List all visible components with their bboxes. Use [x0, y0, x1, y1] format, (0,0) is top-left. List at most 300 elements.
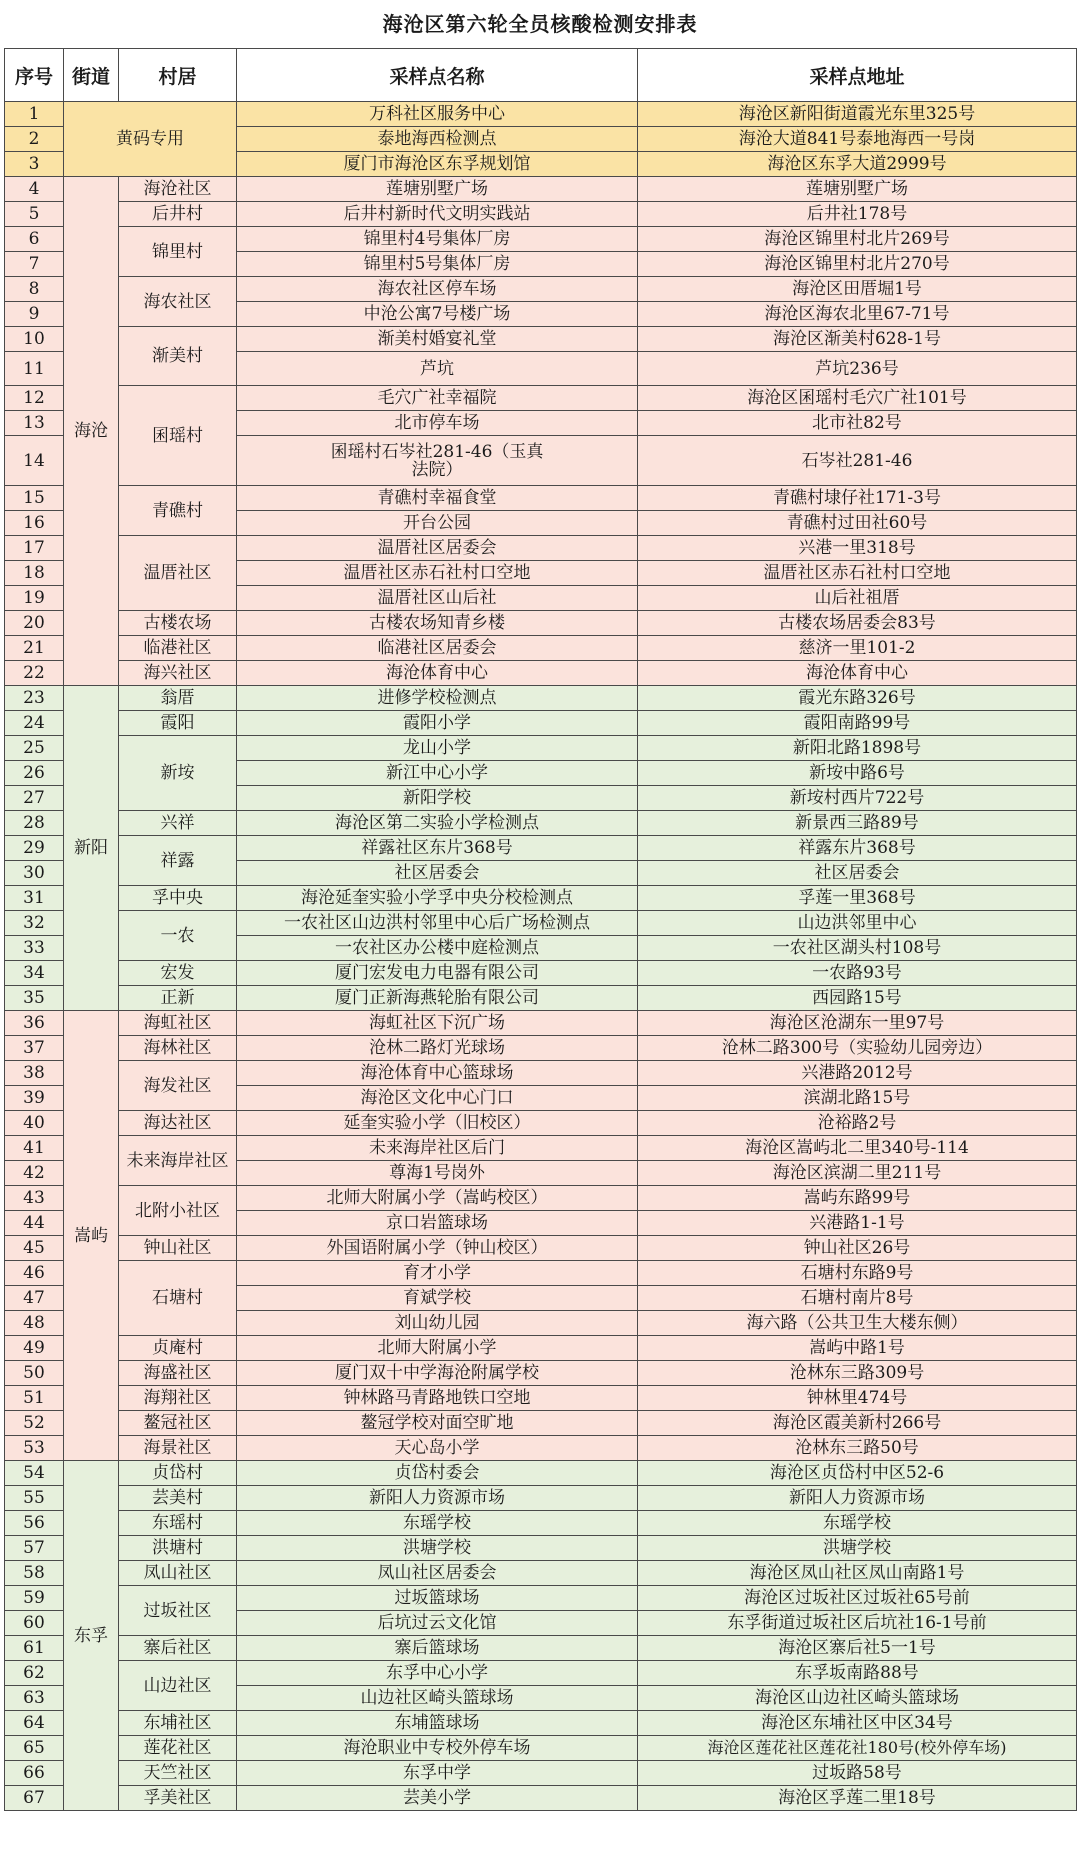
site-name: 渐美村婚宴礼堂: [237, 327, 638, 352]
row-no: 58: [5, 1561, 64, 1586]
table-row: [5, 986, 1077, 1011]
site-address: 滨湖北路15号: [638, 1086, 1077, 1111]
row-no: 11: [5, 352, 64, 386]
table-row: [5, 961, 1077, 986]
site-name: 天心岛小学: [237, 1436, 638, 1461]
row-no: 14: [5, 436, 64, 486]
row-no: 15: [5, 486, 64, 511]
row-no: 5: [5, 202, 64, 227]
row-no: 48: [5, 1311, 64, 1336]
table-row: [5, 1361, 1077, 1386]
table-row: [5, 611, 1077, 636]
village-cell: 古楼农场: [119, 611, 237, 636]
site-name: 尊海1号岗外: [237, 1161, 638, 1186]
site-address: 嵩屿东路99号: [638, 1186, 1077, 1211]
site-address: 北市社82号: [638, 411, 1077, 436]
site-name: 北师大附属小学: [237, 1336, 638, 1361]
site-name: 北师大附属小学（嵩屿校区）: [237, 1186, 638, 1211]
table-row: [5, 686, 1077, 711]
site-address: 沧林东三路309号: [638, 1361, 1077, 1386]
site-name: 外国语附属小学（钟山校区）: [237, 1236, 638, 1261]
site-address: 石塘村南片8号: [638, 1286, 1077, 1311]
site-address: 海沧区囷瑶村毛穴广社101号: [638, 386, 1077, 411]
row-no: 53: [5, 1436, 64, 1461]
site-name: 海沧体育中心篮球场: [237, 1061, 638, 1086]
table-row: [5, 1236, 1077, 1261]
village-cell: 莲花社区: [119, 1736, 237, 1761]
site-name: 后井村新时代文明实践站: [237, 202, 638, 227]
row-no: 20: [5, 611, 64, 636]
site-address: 新垵村西片722号: [638, 786, 1077, 811]
row-no: 36: [5, 1011, 64, 1036]
site-name: 芸美小学: [237, 1786, 638, 1811]
table-row: [5, 1536, 1077, 1561]
village-cell: 海翔社区: [119, 1386, 237, 1411]
row-no: 43: [5, 1186, 64, 1211]
site-address: 青礁村过田社60号: [638, 511, 1077, 536]
site-name: 海沧体育中心: [237, 661, 638, 686]
village-cell: 海虹社区: [119, 1011, 237, 1036]
village-cell: 锦里村: [119, 227, 237, 277]
village-cell: 囷瑶村: [119, 386, 237, 486]
village-cell: 新垵: [119, 736, 237, 811]
site-address: 海沧区海农北里67-71号: [638, 302, 1077, 327]
site-name: 凤山社区居委会: [237, 1561, 638, 1586]
village-cell: 祥露: [119, 836, 237, 886]
row-no: 56: [5, 1511, 64, 1536]
row-no: 4: [5, 177, 64, 202]
site-name: 锦里村5号集体厂房: [237, 252, 638, 277]
table-row: [5, 227, 1077, 252]
site-address: 古楼农场居委会83号: [638, 611, 1077, 636]
row-no: 31: [5, 886, 64, 911]
row-no: 7: [5, 252, 64, 277]
site-name: 厦门宏发电力电器有限公司: [237, 961, 638, 986]
site-name: 龙山小学: [237, 736, 638, 761]
row-no: 13: [5, 411, 64, 436]
site-name: 海虹社区下沉广场: [237, 1011, 638, 1036]
site-name: 海沧延奎实验小学孚中央分校检测点: [237, 886, 638, 911]
site-name: 鳌冠学校对面空旷地: [237, 1411, 638, 1436]
table-row: [5, 1511, 1077, 1536]
site-name: 青礁村幸福食堂: [237, 486, 638, 511]
site-name: 北市停车场: [237, 411, 638, 436]
village-cell: 洪塘村: [119, 1536, 237, 1561]
site-name: 厦门双十中学海沧附属学校: [237, 1361, 638, 1386]
village-cell: 寨后社区: [119, 1636, 237, 1661]
site-address: 芦坑236号: [638, 352, 1077, 386]
site-address: 沧裕路2号: [638, 1111, 1077, 1136]
village-cell: 钟山社区: [119, 1236, 237, 1261]
site-address: 东孚街道过坂社区后坑社16-1号前: [638, 1611, 1077, 1636]
table-row: [5, 102, 1077, 127]
row-no: 50: [5, 1361, 64, 1386]
site-name: 祥露社区东片368号: [237, 836, 638, 861]
row-no: 21: [5, 636, 64, 661]
row-no: 67: [5, 1786, 64, 1811]
site-address: 过坂路58号: [638, 1761, 1077, 1786]
site-address: 海沧大道841号泰地海西一号岗: [638, 127, 1077, 152]
row-no: 25: [5, 736, 64, 761]
site-address: 新景西三路89号: [638, 811, 1077, 836]
table-row: [5, 1636, 1077, 1661]
site-name: 东孚中学: [237, 1761, 638, 1786]
row-no: 27: [5, 786, 64, 811]
header-no: 序号: [5, 49, 64, 102]
table-row: [5, 1186, 1077, 1211]
site-name: 一农社区办公楼中庭检测点: [237, 936, 638, 961]
site-name: 中沧公寓7号楼广场: [237, 302, 638, 327]
table-row: [5, 1061, 1077, 1086]
site-address: 海沧区孚莲二里18号: [638, 1786, 1077, 1811]
village-cell: 青礁村: [119, 486, 237, 536]
village-cell: 宏发: [119, 961, 237, 986]
site-name: 万科社区服务中心: [237, 102, 638, 127]
row-no: 49: [5, 1336, 64, 1361]
table-row: [5, 1386, 1077, 1411]
row-no: 26: [5, 761, 64, 786]
table-row: [5, 1011, 1077, 1036]
village-cell: 温厝社区: [119, 536, 237, 611]
table-row: [5, 386, 1077, 411]
village-cell: 北附小社区: [119, 1186, 237, 1236]
site-name: 社区居委会: [237, 861, 638, 886]
header-street: 街道: [64, 49, 119, 102]
site-address: 沧林二路300号（实验幼儿园旁边）: [638, 1036, 1077, 1061]
village-cell: 正新: [119, 986, 237, 1011]
site-name: 锦里村4号集体厂房: [237, 227, 638, 252]
row-no: 28: [5, 811, 64, 836]
table-row: [5, 536, 1077, 561]
site-address: 海沧区渐美村628-1号: [638, 327, 1077, 352]
village-cell: 海农社区: [119, 277, 237, 327]
site-address: 钟林里474号: [638, 1386, 1077, 1411]
table-row: [5, 1761, 1077, 1786]
table-row: [5, 1411, 1077, 1436]
village-cell: 翁厝: [119, 686, 237, 711]
row-no: 12: [5, 386, 64, 411]
table-row: [5, 486, 1077, 511]
site-address: 青礁村埭仔社171-3号: [638, 486, 1077, 511]
site-name: 开台公园: [237, 511, 638, 536]
table-row: [5, 1661, 1077, 1686]
table-row: [5, 811, 1077, 836]
village-cell: 海盛社区: [119, 1361, 237, 1386]
village-cell: 贞庵村: [119, 1336, 237, 1361]
site-name: 毛穴广社幸福院: [237, 386, 638, 411]
village-cell: 兴祥: [119, 811, 237, 836]
row-no: 10: [5, 327, 64, 352]
site-address: 社区居委会: [638, 861, 1077, 886]
site-address: 新阳北路1898号: [638, 736, 1077, 761]
site-address: 海六路（公共卫生大楼东侧）: [638, 1311, 1077, 1336]
row-no: 46: [5, 1261, 64, 1286]
table-row: [5, 1436, 1077, 1461]
site-name: 进修学校检测点: [237, 686, 638, 711]
site-address: 海沧区霞美新村266号: [638, 1411, 1077, 1436]
site-address: 山后社祖厝: [638, 586, 1077, 611]
row-no: 59: [5, 1586, 64, 1611]
row-no: 16: [5, 511, 64, 536]
row-no: 57: [5, 1536, 64, 1561]
site-address: 海沧区山边社区崎头篮球场: [638, 1686, 1077, 1711]
site-name: 延奎实验小学（旧校区）: [237, 1111, 638, 1136]
site-name: 新江中心小学: [237, 761, 638, 786]
header-site-address: 采样点地址: [638, 49, 1077, 102]
row-no: 18: [5, 561, 64, 586]
street-cell: 东孚: [64, 1461, 119, 1811]
site-address: 海沧区东孚大道2999号: [638, 152, 1077, 177]
village-cell: 海达社区: [119, 1111, 237, 1136]
table-row: [5, 177, 1077, 202]
table-row: [5, 711, 1077, 736]
site-name: 海农社区停车场: [237, 277, 638, 302]
row-no: 35: [5, 986, 64, 1011]
village-cell: 孚中央: [119, 886, 237, 911]
site-name: 温厝社区赤石社村口空地: [237, 561, 638, 586]
row-no: 2: [5, 127, 64, 152]
village-cell: 鳌冠社区: [119, 1411, 237, 1436]
street-cell: 海沧: [64, 177, 119, 686]
row-no: 38: [5, 1061, 64, 1086]
site-name: 东埔篮球场: [237, 1711, 638, 1736]
row-no: 42: [5, 1161, 64, 1186]
row-no: 32: [5, 911, 64, 936]
site-address: 沧林东三路50号: [638, 1436, 1077, 1461]
site-name: 未来海岸社区后门: [237, 1136, 638, 1161]
table-row: [5, 661, 1077, 686]
site-name: 刘山幼儿园: [237, 1311, 638, 1336]
row-no: 45: [5, 1236, 64, 1261]
street-cell: 嵩屿: [64, 1011, 119, 1461]
site-name: 海沧区第二实验小学检测点: [237, 811, 638, 836]
site-name: 芦坑: [237, 352, 638, 386]
row-no: 40: [5, 1111, 64, 1136]
row-no: 9: [5, 302, 64, 327]
village-cell: 未来海岸社区: [119, 1136, 237, 1186]
site-address: 新垵中路6号: [638, 761, 1077, 786]
village-cell: 霞阳: [119, 711, 237, 736]
village-cell: 渐美村: [119, 327, 237, 386]
row-no: 44: [5, 1211, 64, 1236]
site-address: 一农社区湖头村108号: [638, 936, 1077, 961]
village-cell: 过坂社区: [119, 1586, 237, 1636]
table-row: [5, 736, 1077, 761]
site-address: 钟山社区26号: [638, 1236, 1077, 1261]
site-name: 育斌学校: [237, 1286, 638, 1311]
village-cell: 临港社区: [119, 636, 237, 661]
table-row: [5, 1461, 1077, 1486]
site-name: 贞岱村委会: [237, 1461, 638, 1486]
site-address: 洪塘学校: [638, 1536, 1077, 1561]
row-no: 29: [5, 836, 64, 861]
site-name: 后坑过云文化馆: [237, 1611, 638, 1636]
row-no: 17: [5, 536, 64, 561]
table-row: [5, 1736, 1077, 1761]
site-address: 温厝社区赤石社村口空地: [638, 561, 1077, 586]
site-name: 厦门市海沧区东孚规划馆: [237, 152, 638, 177]
village-cell: 东埔社区: [119, 1711, 237, 1736]
row-no: 51: [5, 1386, 64, 1411]
row-no: 3: [5, 152, 64, 177]
table-row: [5, 1561, 1077, 1586]
row-no: 41: [5, 1136, 64, 1161]
row-no: 6: [5, 227, 64, 252]
village-cell: 海沧社区: [119, 177, 237, 202]
site-address: 海沧区锦里村北片270号: [638, 252, 1077, 277]
table-row: [5, 1336, 1077, 1361]
table-row: [5, 1261, 1077, 1286]
row-no: 37: [5, 1036, 64, 1061]
page-title: 海沧区第六轮全员核酸检测安排表: [382, 12, 698, 36]
site-address: 海沧区锦里村北片269号: [638, 227, 1077, 252]
site-name: 新阳学校: [237, 786, 638, 811]
row-no: 8: [5, 277, 64, 302]
row-no: 66: [5, 1761, 64, 1786]
row-no: 23: [5, 686, 64, 711]
site-name: 过坂篮球场: [237, 1586, 638, 1611]
row-no: 22: [5, 661, 64, 686]
row-no: 64: [5, 1711, 64, 1736]
site-name: 海沧职业中专校外停车场: [237, 1736, 638, 1761]
site-address: 海沧体育中心: [638, 661, 1077, 686]
row-no: 52: [5, 1411, 64, 1436]
village-cell: 天竺社区: [119, 1761, 237, 1786]
village-cell: 海景社区: [119, 1436, 237, 1461]
table-row: [5, 836, 1077, 861]
village-cell: 海兴社区: [119, 661, 237, 686]
site-address: 霞光东路326号: [638, 686, 1077, 711]
row-no: 30: [5, 861, 64, 886]
village-cell: 后井村: [119, 202, 237, 227]
table-row: [5, 1111, 1077, 1136]
row-no: 24: [5, 711, 64, 736]
site-name: 温厝社区居委会: [237, 536, 638, 561]
table-row: [5, 911, 1077, 936]
site-address: 海沧区滨湖二里211号: [638, 1161, 1077, 1186]
site-address: 孚莲一里368号: [638, 886, 1077, 911]
site-name: 囷瑶村石岑社281-46（玉真法院）: [237, 436, 638, 486]
site-name: 东孚中心小学: [237, 1661, 638, 1686]
row-no: 62: [5, 1661, 64, 1686]
site-name: 东瑶学校: [237, 1511, 638, 1536]
row-no: 65: [5, 1736, 64, 1761]
village-cell: 海林社区: [119, 1036, 237, 1061]
site-address: 海沧区新阳街道霞光东里325号: [638, 102, 1077, 127]
site-address: 西园路15号: [638, 986, 1077, 1011]
site-address: 慈济一里101-2: [638, 636, 1077, 661]
site-name: 温厝社区山后社: [237, 586, 638, 611]
site-address: 海沧区田厝堀1号: [638, 277, 1077, 302]
table-body: [5, 102, 1077, 1811]
village-cell: 孚美社区: [119, 1786, 237, 1811]
table-row: [5, 1786, 1077, 1811]
village-cell: 海发社区: [119, 1061, 237, 1111]
row-no: 33: [5, 936, 64, 961]
village-cell: 凤山社区: [119, 1561, 237, 1586]
site-name: 洪塘学校: [237, 1536, 638, 1561]
street-cell: 黄码专用: [64, 102, 237, 177]
village-cell: 东瑶村: [119, 1511, 237, 1536]
site-address: 海沧区寨后社5一1号: [638, 1636, 1077, 1661]
site-address: 东孚坂南路88号: [638, 1661, 1077, 1686]
site-address: 海沧区凤山社区凤山南路1号: [638, 1561, 1077, 1586]
site-address: 祥露东片368号: [638, 836, 1077, 861]
site-address: 兴港路2012号: [638, 1061, 1077, 1086]
site-name: 寨后篮球场: [237, 1636, 638, 1661]
village-cell: 一农: [119, 911, 237, 961]
row-no: 63: [5, 1686, 64, 1711]
site-name: 育才小学: [237, 1261, 638, 1286]
street-cell: 新阳: [64, 686, 119, 1011]
site-name: 钟林路马青路地铁口空地: [237, 1386, 638, 1411]
site-name: 京口岩篮球场: [237, 1211, 638, 1236]
site-name: 古楼农场知青乡楼: [237, 611, 638, 636]
site-address: 海沧区沧湖东一里97号: [638, 1011, 1077, 1036]
site-name: 泰地海西检测点: [237, 127, 638, 152]
site-address: 海沧区东埔社区中区34号: [638, 1711, 1077, 1736]
site-address: 东瑶学校: [638, 1511, 1077, 1536]
row-no: 60: [5, 1611, 64, 1636]
village-cell: 贞岱村: [119, 1461, 237, 1486]
site-name: 山边社区崎头篮球场: [237, 1686, 638, 1711]
row-no: 54: [5, 1461, 64, 1486]
row-no: 47: [5, 1286, 64, 1311]
table-row: [5, 1136, 1077, 1161]
site-name: 厦门正新海燕轮胎有限公司: [237, 986, 638, 1011]
site-name: 莲塘别墅广场: [237, 177, 638, 202]
row-no: 19: [5, 586, 64, 611]
site-name: 沧林二路灯光球场: [237, 1036, 638, 1061]
site-name: 霞阳小学: [237, 711, 638, 736]
site-address: 嵩屿中路1号: [638, 1336, 1077, 1361]
site-address: 莲塘别墅广场: [638, 177, 1077, 202]
site-address: 海沧区嵩屿北二里340号-114: [638, 1136, 1077, 1161]
site-address: 海沧区贞岱村中区52-6: [638, 1461, 1077, 1486]
row-no: 1: [5, 102, 64, 127]
table-row: [5, 1711, 1077, 1736]
header-row: [5, 49, 1077, 102]
site-address: 石岑社281-46: [638, 436, 1077, 486]
site-name: 一农社区山边洪村邻里中心后广场检测点: [237, 911, 638, 936]
row-no: 34: [5, 961, 64, 986]
site-name: 临港社区居委会: [237, 636, 638, 661]
village-cell: 芸美村: [119, 1486, 237, 1511]
site-name: 新阳人力资源市场: [237, 1486, 638, 1511]
header-village: 村居: [119, 49, 237, 102]
table-row: [5, 1036, 1077, 1061]
site-address: 霞阳南路99号: [638, 711, 1077, 736]
table-row: [5, 636, 1077, 661]
site-address: 石塘村东路9号: [638, 1261, 1077, 1286]
row-no: 39: [5, 1086, 64, 1111]
row-no: 55: [5, 1486, 64, 1511]
table-row: [5, 327, 1077, 352]
site-address: 一农路93号: [638, 961, 1077, 986]
village-cell: 石塘村: [119, 1261, 237, 1336]
schedule-table: [4, 48, 1077, 1811]
site-name: 海沧区文化中心门口: [237, 1086, 638, 1111]
table-row: [5, 1486, 1077, 1511]
row-no: 61: [5, 1636, 64, 1661]
site-address: 后井社178号: [638, 202, 1077, 227]
table-row: [5, 1586, 1077, 1611]
site-address: 山边洪邻里中心: [638, 911, 1077, 936]
table-row: [5, 886, 1077, 911]
site-address: 兴港路1-1号: [638, 1211, 1077, 1236]
header-site-name: 采样点名称: [237, 49, 638, 102]
table-row: [5, 202, 1077, 227]
